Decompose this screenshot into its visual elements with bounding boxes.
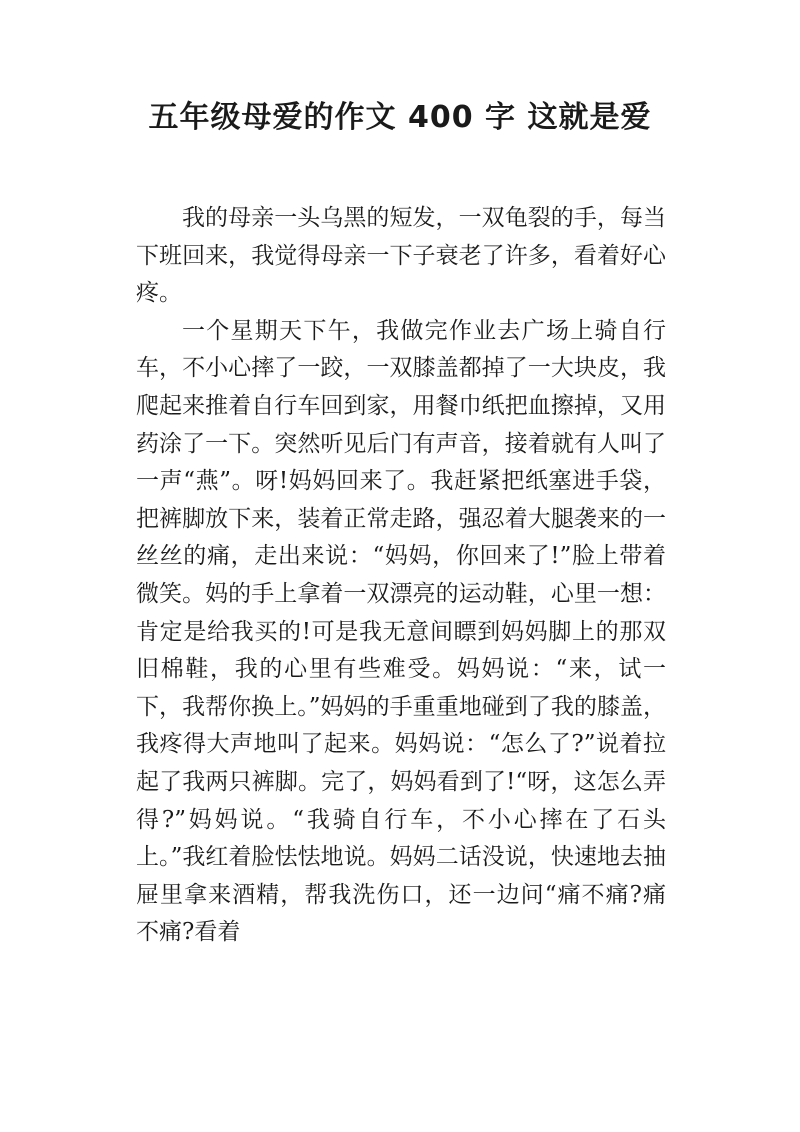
paragraph: 一个星期天下午，我做完作业去广场上骑自行车，不小心摔了一跤，一双膝盖都掉了一大块皮，我爬起来推着自行车回到家，用餐巾纸把血擦掉，又用药涂了一下。突然听见后门有声音，接着就有人叫了一声“燕”。呀!妈妈回来了。我赶紧把纸塞进手袋，把裤脚放下来，装着正常走路，强忍着大腿袭来的一丝丝的痛，走出来说：“妈妈，你回来了!”脸上带着微笑。妈的手上拿着一双漂亮的运动鞋，心里一想：肯定是给我买的!可是我无意间瞟到妈妈脚上的那双旧棉鞋，我的心里有些难受。妈妈说：“来，试一下，我帮你换上。”妈妈的手重重地碰到了我的膝盖，我疼得大声地叫了起来。妈妈说：“怎么了?”说着拉起了我两只裤脚。完了，妈妈看到了!“呀，这怎么弄得?”妈妈说。“我骑自行车，不小心摔在了石头上。”我红着脸怯怯地说。妈妈二话没说，快速地去抽屉里拿来酒精，帮我洗伤口，还一边问“痛不痛?痛不痛?看着 <box>136 317 666 946</box>
document-title: 五年级母爱的作文 400 字 这就是爱 <box>148 100 652 135</box>
document-body <box>136 200 666 952</box>
paragraph: 我的母亲一头乌黑的短发，一双龟裂的手，每当下班回来，我觉得母亲一下子衰老了许多，看着好心疼。 <box>136 205 666 307</box>
